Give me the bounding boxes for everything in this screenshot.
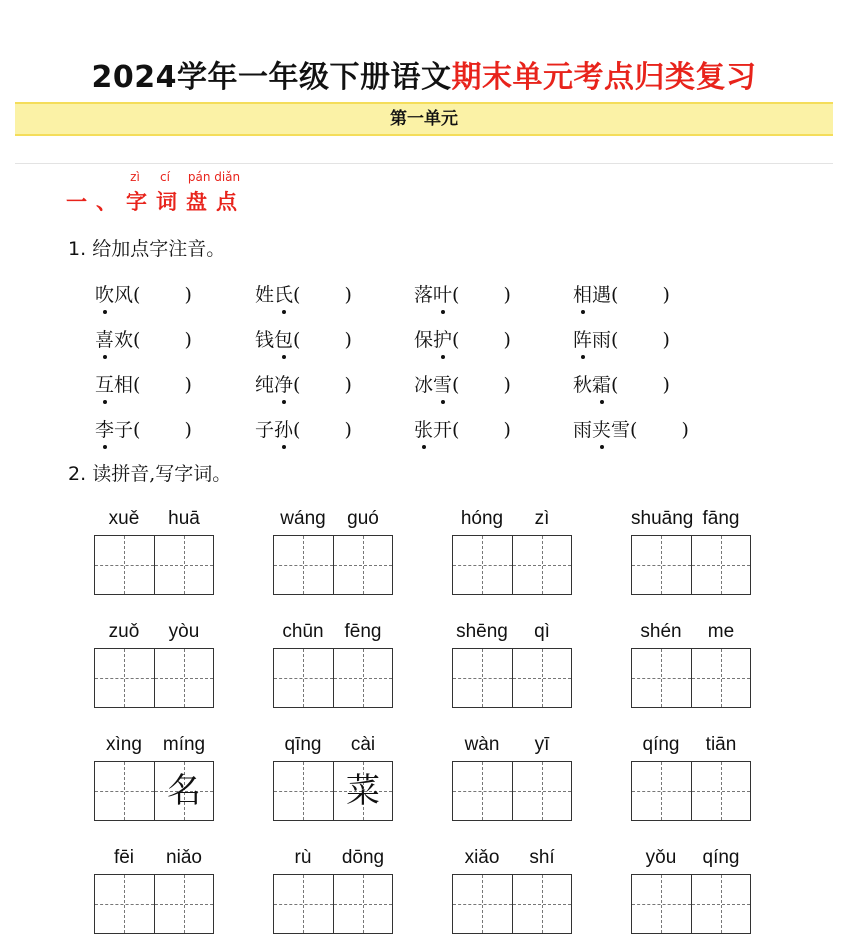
prefilled-character: 名 [166, 771, 201, 811]
character: 子 [114, 419, 134, 441]
dotted-character: 相 [573, 280, 592, 307]
dotted-character: 张 [414, 415, 433, 442]
character: 雨 [573, 419, 593, 441]
writing-box[interactable] [154, 875, 213, 933]
divider [15, 163, 833, 164]
dotted-character: 叶 [433, 280, 452, 307]
pinyin-syllable: zì [534, 508, 550, 529]
pinyin-syllable: niǎo [166, 847, 202, 868]
writing-box[interactable] [453, 762, 512, 820]
word-item [255, 415, 352, 442]
pinyin-syllable: guó [347, 508, 379, 529]
character: 钱 [255, 329, 275, 351]
tianzige-grid [452, 874, 572, 934]
word-item [414, 325, 511, 352]
dotted-character: 霜 [592, 370, 611, 397]
writing-box[interactable] [453, 536, 512, 594]
pinyin-syllable: shí [529, 847, 555, 868]
tianzige-grid [94, 874, 214, 934]
dotted-character: 氏 [274, 280, 293, 307]
answer-paren-close: ) [344, 284, 352, 306]
pinyin-syllable: wáng [280, 508, 326, 529]
tianzige-grid [273, 535, 393, 595]
dotted-character: 包 [274, 325, 293, 352]
writing-box[interactable] [154, 536, 213, 594]
title-red: 期末单元考点归类复习 [451, 60, 757, 95]
word-item [573, 280, 670, 307]
writing-box[interactable] [632, 875, 691, 933]
pinyin-syllable: míng [162, 734, 206, 755]
pinyin-syllable: qīng [284, 734, 322, 755]
character: 欢 [114, 329, 134, 351]
character: 纯 [255, 374, 275, 396]
pinyin-syllable: huā [168, 508, 200, 529]
answer-paren-close: ) [503, 329, 511, 351]
character: 雨 [592, 329, 612, 351]
writing-box[interactable] [691, 649, 750, 707]
writing-box[interactable] [333, 762, 392, 820]
tianzige-grid [631, 648, 751, 708]
answer-paren-close: ) [681, 419, 689, 441]
pinyin-syllable: xìng [106, 734, 142, 755]
pinyin-syllable: wàn [464, 734, 500, 755]
word-item [414, 280, 511, 307]
writing-box[interactable] [274, 649, 333, 707]
pinyin-syllable: fāng [702, 508, 740, 529]
writing-box[interactable] [95, 875, 154, 933]
section-pinyin-syllable: cí [160, 170, 170, 184]
question-1-text: 给加点字注音。 [92, 238, 226, 260]
section-pinyin [121, 170, 247, 184]
answer-paren-open: ( [611, 284, 619, 306]
pinyin-label [452, 847, 572, 871]
pinyin-syllable: zuǒ [108, 621, 140, 642]
character: 风 [114, 284, 134, 306]
writing-box[interactable] [691, 875, 750, 933]
character: 落 [414, 284, 434, 306]
pinyin-syllable: dōng [341, 847, 385, 868]
section-pinyin-syllable: pán diǎn [187, 170, 241, 184]
question-2-number: 2. [68, 463, 87, 485]
tianzige-grid [94, 648, 214, 708]
answer-paren-open: ( [133, 419, 141, 441]
dotted-character: 喜 [95, 325, 114, 352]
pinyin-label [631, 508, 751, 532]
word-item [95, 370, 192, 397]
pinyin-syllable: qíng [642, 734, 680, 755]
pinyin-label [94, 847, 214, 871]
pinyin-syllable: hóng [460, 508, 504, 529]
dotted-character: 孙 [274, 415, 293, 442]
answer-paren-close: ) [503, 419, 511, 441]
answer-paren-close: ) [184, 419, 192, 441]
pinyin-label [94, 621, 214, 645]
dotted-character: 阵 [573, 325, 592, 352]
pinyin-syllable: tiān [705, 734, 737, 755]
pinyin-label [94, 734, 214, 758]
dotted-character: 吹 [95, 280, 114, 307]
writing-box[interactable] [95, 536, 154, 594]
answer-paren-open: ( [133, 374, 141, 396]
answer-paren-close: ) [344, 419, 352, 441]
word-row [95, 415, 835, 445]
tianzige-grid [94, 761, 214, 821]
answer-paren-close: ) [184, 284, 192, 306]
section-pinyin-syllable: zì [130, 170, 140, 184]
tianzige-grid [273, 761, 393, 821]
answer-paren-open: ( [452, 419, 460, 441]
answer-paren-close: ) [662, 374, 670, 396]
pinyin-label [273, 508, 393, 532]
writing-box[interactable] [453, 875, 512, 933]
prefilled-character: 菜 [345, 771, 380, 811]
answer-paren-close: ) [344, 374, 352, 396]
writing-box[interactable] [274, 762, 333, 820]
answer-paren-open: ( [133, 329, 141, 351]
character: 子 [255, 419, 275, 441]
tianzige-grid [94, 535, 214, 595]
writing-box[interactable] [154, 649, 213, 707]
pinyin-syllable: me [707, 621, 735, 642]
word-row [95, 370, 835, 400]
pinyin-syllable: yǒu [645, 847, 677, 868]
answer-paren-close: ) [184, 374, 192, 396]
answer-paren-close: ) [184, 329, 192, 351]
dotted-character: 夹 [592, 415, 611, 442]
pinyin-label [273, 621, 393, 645]
tianzige-grid [273, 648, 393, 708]
dotted-character: 李 [95, 415, 114, 442]
character: 秋 [573, 374, 593, 396]
pinyin-syllable: shuāng [631, 508, 694, 529]
answer-paren-close: ) [503, 284, 511, 306]
answer-paren-open: ( [133, 284, 141, 306]
pinyin-syllable: xiǎo [464, 847, 500, 868]
answer-paren-open: ( [452, 374, 460, 396]
pinyin-syllable: yòu [168, 621, 200, 642]
answer-paren-open: ( [293, 284, 301, 306]
pinyin-label [631, 734, 751, 758]
word-row [95, 280, 835, 310]
answer-paren-close: ) [503, 374, 511, 396]
writing-box[interactable] [453, 649, 512, 707]
answer-paren-close: ) [662, 284, 670, 306]
writing-box[interactable] [512, 536, 571, 594]
word-item [414, 415, 511, 442]
page-title [0, 52, 848, 96]
answer-paren-close: ) [344, 329, 352, 351]
word-item [573, 325, 670, 352]
character: 姓 [255, 284, 275, 306]
question-2-text: 读拼音,写字词。 [92, 463, 232, 485]
tianzige-grid [273, 874, 393, 934]
pinyin-syllable: qíng [702, 847, 740, 868]
word-row [95, 325, 835, 355]
tianzige-grid [631, 535, 751, 595]
section-title: 一、字词盘点 [66, 190, 246, 214]
writing-box[interactable] [333, 536, 392, 594]
word-item [95, 415, 192, 442]
writing-box[interactable] [512, 649, 571, 707]
writing-box[interactable] [95, 762, 154, 820]
pinyin-syllable: cài [350, 734, 376, 755]
character: 雪 [611, 419, 631, 441]
pinyin-label [631, 621, 751, 645]
writing-box[interactable] [274, 536, 333, 594]
answer-paren-open: ( [293, 329, 301, 351]
pinyin-syllable: rù [294, 847, 312, 868]
answer-paren-close: ) [662, 329, 670, 351]
question-1-number: 1. [68, 238, 87, 260]
answer-paren-open: ( [630, 419, 638, 441]
writing-box[interactable] [691, 536, 750, 594]
pinyin-label [452, 734, 572, 758]
pinyin-label [631, 847, 751, 871]
question-2-heading [68, 459, 231, 486]
word-item [255, 325, 352, 352]
writing-box[interactable] [632, 762, 691, 820]
character: 保 [414, 329, 434, 351]
writing-box[interactable] [512, 875, 571, 933]
title-black: 2024学年一年级下册语文 [91, 60, 452, 95]
writing-box[interactable] [632, 649, 691, 707]
tianzige-grid [452, 535, 572, 595]
character: 冰 [414, 374, 434, 396]
writing-box[interactable] [333, 649, 392, 707]
pinyin-syllable: qì [534, 621, 550, 642]
pinyin-syllable: chūn [282, 621, 324, 642]
word-item [255, 280, 352, 307]
pinyin-syllable: xuě [108, 508, 140, 529]
word-item [414, 370, 511, 397]
word-item [255, 370, 352, 397]
pinyin-syllable: yī [534, 734, 550, 755]
tianzige-grid [631, 761, 751, 821]
answer-paren-open: ( [293, 374, 301, 396]
answer-paren-open: ( [452, 284, 460, 306]
character: 遇 [592, 284, 612, 306]
word-item [95, 325, 192, 352]
pinyin-label [452, 621, 572, 645]
unit-banner: 第一单元 [15, 102, 833, 136]
word-item [573, 415, 689, 442]
writing-box[interactable] [274, 875, 333, 933]
answer-paren-open: ( [293, 419, 301, 441]
writing-box[interactable] [512, 762, 571, 820]
writing-box[interactable] [691, 762, 750, 820]
dotted-character: 雪 [433, 370, 452, 397]
answer-paren-open: ( [611, 374, 619, 396]
pinyin-syllable: fēi [113, 847, 135, 868]
pinyin-label [94, 508, 214, 532]
tianzige-grid [452, 761, 572, 821]
pinyin-label [452, 508, 572, 532]
dotted-character: 互 [95, 370, 114, 397]
writing-box[interactable] [632, 536, 691, 594]
character: 相 [114, 374, 134, 396]
writing-box[interactable] [95, 649, 154, 707]
word-item [95, 280, 192, 307]
pinyin-syllable: shēng [456, 621, 508, 642]
dotted-character: 净 [274, 370, 293, 397]
tianzige-grid [452, 648, 572, 708]
pinyin-syllable: fēng [344, 621, 382, 642]
writing-box[interactable] [333, 875, 392, 933]
answer-paren-open: ( [452, 329, 460, 351]
pinyin-label [273, 734, 393, 758]
question-1-heading [68, 234, 225, 261]
answer-paren-open: ( [611, 329, 619, 351]
tianzige-grid [631, 874, 751, 934]
pinyin-syllable: shén [640, 621, 682, 642]
word-item [573, 370, 670, 397]
pinyin-label [273, 847, 393, 871]
dotted-character: 护 [433, 325, 452, 352]
character: 开 [433, 419, 453, 441]
writing-box[interactable] [154, 762, 213, 820]
